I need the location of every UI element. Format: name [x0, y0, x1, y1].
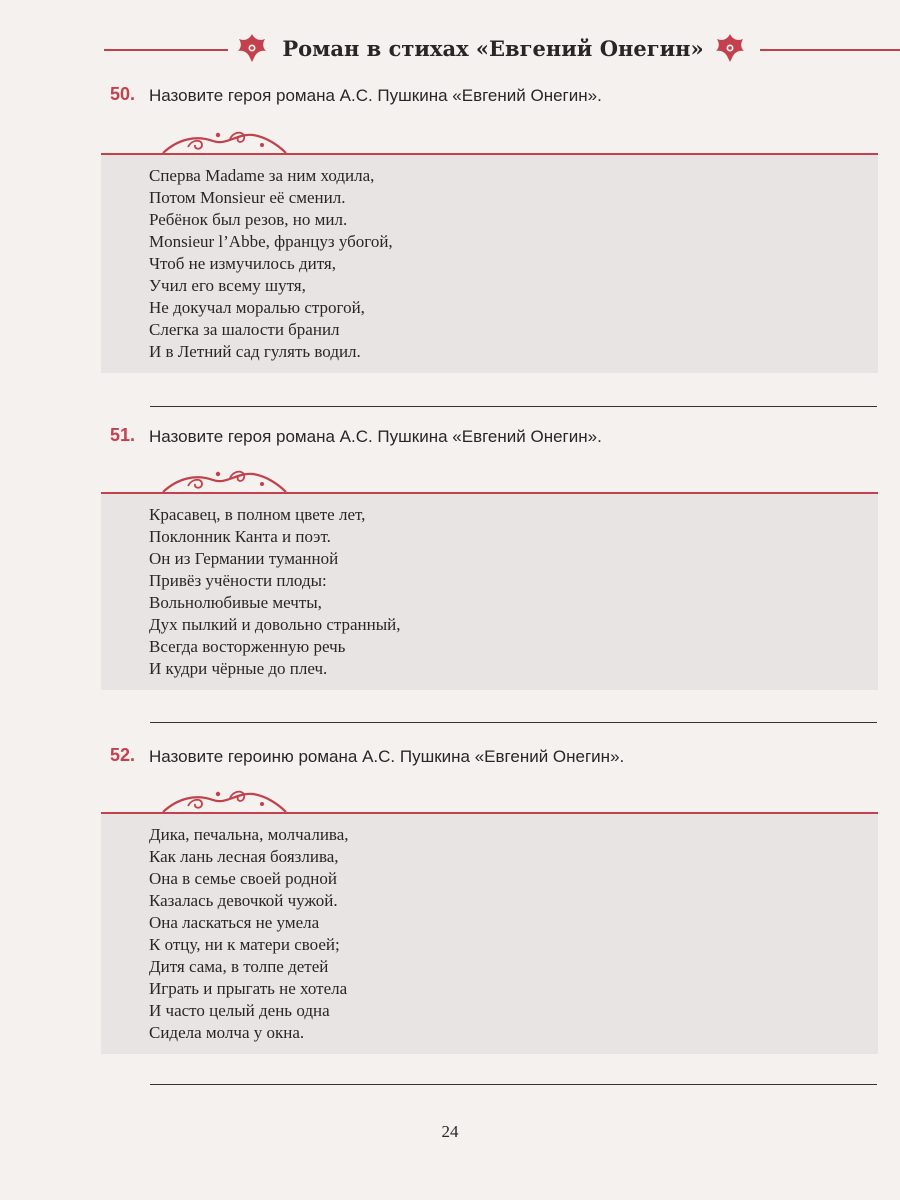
poem-line: Он из Германии туманной	[149, 549, 339, 568]
header-rule-right	[760, 49, 900, 51]
poem-line: Дика, печальна, молчалива,	[149, 825, 349, 844]
poem-line: Не докучал моралью строгой,	[149, 298, 365, 317]
swirl-ornament-icon	[158, 784, 288, 814]
poem-line: Ребёнок был резов, но мил.	[149, 210, 348, 229]
task-question: Назовите героя романа А.С. Пушкина «Евгений Онегин».	[149, 427, 602, 446]
poem-line: И кудри чёрные до плеч.	[149, 659, 328, 678]
poem-line: Дух пылкий и довольно странный,	[149, 615, 401, 634]
poem-box	[101, 492, 878, 690]
poem-box	[101, 812, 878, 1054]
task-question: Назовите героя романа А.С. Пушкина «Евгений Онегин».	[149, 86, 602, 105]
poem-line: Всегда восторженную речь	[149, 637, 346, 656]
poem-line: Чтоб не измучилось дитя,	[149, 254, 336, 273]
page-number: 24	[441, 1122, 459, 1141]
poem-text	[149, 165, 393, 363]
poem-line: Она в семье своей родной	[149, 869, 337, 888]
answer-line[interactable]	[150, 1084, 877, 1085]
poem-line: Monsieur l’Abbe, француз убогой,	[149, 232, 393, 251]
poem-box	[101, 153, 878, 373]
task-question: Назовите героиню романа А.С. Пушкина «Евгений Онегин».	[149, 747, 625, 766]
floral-ornament-icon	[234, 30, 270, 66]
header-rule-left	[104, 49, 228, 51]
poem-line: Сперва Madame за ним ходила,	[149, 166, 375, 185]
poem-line: Поклонник Канта и поэт.	[149, 527, 331, 546]
poem-line: Играть и прыгать не хотела	[149, 979, 348, 998]
poem-line: Привёз учёности плоды:	[149, 571, 327, 590]
poem-line: Учил его всему шутя,	[149, 276, 306, 295]
poem-line: К отцу, ни к матери своей;	[149, 935, 340, 954]
task-number: 52.	[110, 745, 136, 765]
poem-line: Красавец, в полном цвете лет,	[149, 505, 366, 524]
poem-line: Она ласкаться не умела	[149, 913, 320, 932]
poem-line: Казалась девочкой чужой.	[149, 891, 338, 910]
swirl-ornament-icon	[158, 125, 288, 155]
poem-line: Как лань лесная боязлива,	[149, 847, 339, 866]
page-header	[0, 0, 900, 80]
poem-line: Сидела молча у окна.	[149, 1023, 305, 1042]
task-number: 50.	[110, 84, 136, 104]
poem-line: Дитя сама, в толпе детей	[149, 957, 329, 976]
poem-line: Вольнолюбивые мечты,	[149, 593, 322, 612]
poem-line: И в Летний сад гулять водил.	[149, 342, 361, 361]
poem-line: Слегка за шалости бранил	[149, 320, 340, 339]
poem-line: И часто целый день одна	[149, 1001, 330, 1020]
answer-line[interactable]	[150, 722, 877, 723]
answer-line[interactable]	[150, 406, 877, 407]
floral-ornament-icon	[712, 30, 748, 66]
poem-text	[149, 824, 349, 1044]
poem-line: Потом Monsieur её сменил.	[149, 188, 346, 207]
header-title: Роман в стихах «Евгений Онегин»	[282, 36, 704, 61]
task-number: 51.	[110, 425, 136, 445]
swirl-ornament-icon	[158, 464, 288, 494]
poem-text	[149, 504, 401, 680]
